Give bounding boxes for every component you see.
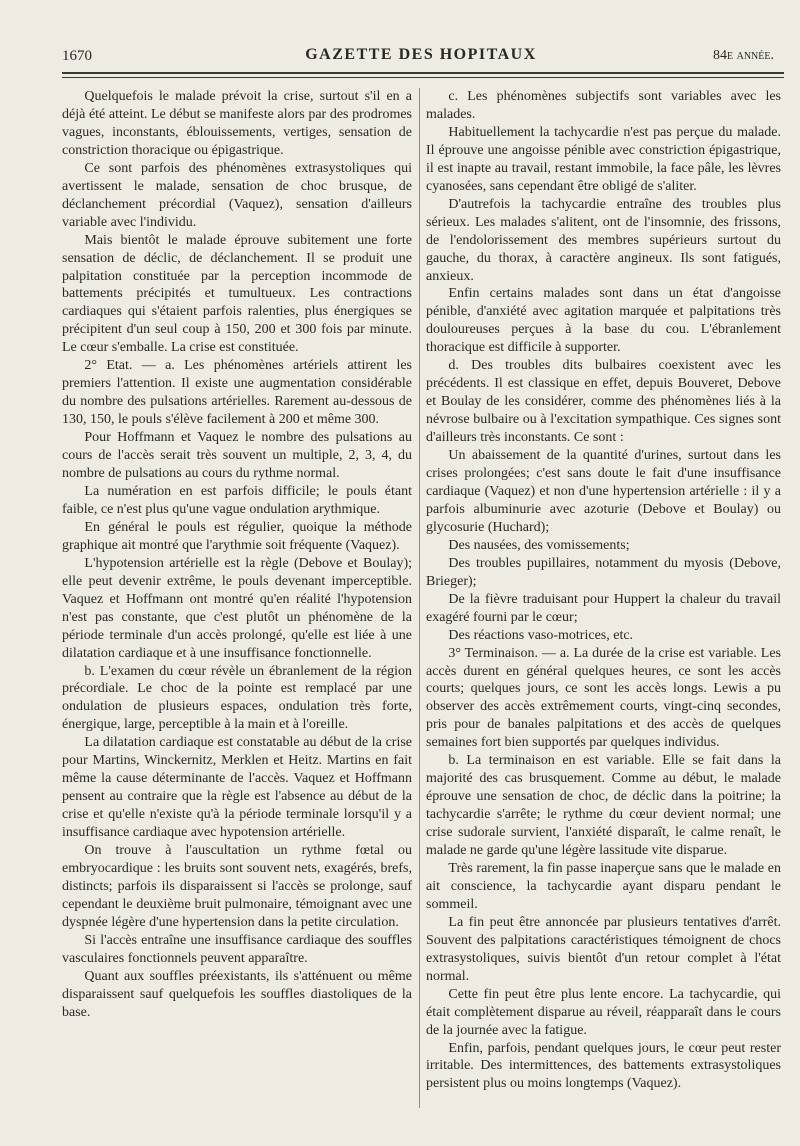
paragraph: Un abaissement de la quantité d'urines, surtout dans les crises prolongées; c'est sans doute le fait d'une insuffisance cardiaque (Vaquez) et non d'une hypertension artérielle : il y a parfois albuminurie avec azoturie (Debove et Boulay) ou glycosurie (Huchard); — [426, 448, 781, 535]
paragraph: c. Les phénomènes subjectifs sont variables avec les malades. — [426, 89, 781, 122]
paragraph: Enfin, parfois, pendant quelques jours, le cœur peut rester irritable. Des intermittences, des battements extrasystoliques persistent plus ou moins longtemps (Vaquez). — [426, 1040, 781, 1092]
paragraph: b. L'examen du cœur révèle un ébranlement de la région précordiale. Le choc de la pointe est remplacé par une ondulation de plusieurs espaces, ondulation très forte, énergique, large, perceptible à la main et à l'oreille. — [62, 663, 412, 733]
page-number: 1670 — [62, 48, 92, 64]
paragraph: La numération en est parfois difficile; le pouls étant faible, ce n'est plus qu'une vague ondulation arythmique. — [62, 483, 412, 517]
paragraph: Très rarement, la fin passe inaperçue sans que le malade en ait conscience, la tachycardie ayant disparu pendant le sommeil. — [426, 860, 781, 912]
paragraph: De la fièvre traduisant pour Huppert la chaleur du travail exagéré fourni par le cœur; — [426, 591, 781, 625]
paragraph: Mais bientôt le malade éprouve subitement une forte sensation de déclic, de déclanchement. Il se produit une palpitation constituée par la perception incommode de battements précipités et tumultueux. Les contractions cardiaques qui s'étaient parfois ralenties, plus énergiques se précipitent d'un seul coup à 150, 200 et 300 fois par minute. Le cœur s'emballe. La crise est constituée. — [62, 232, 412, 356]
paragraph: 2° Etat. — a. Les phénomènes artériels attirent les premiers l'attention. Il existe une augmentation considérable du nombre des pulsations artérielles. Rarement au-dessous de 130, 150, le pouls s'élève facilement à 200 et même 300. — [62, 358, 412, 428]
paragraph: L'hypotension artérielle est la règle (Debove et Boulay); elle peut devenir extrême, le pouls devenant imperceptible. Vaquez et Hoffmann ont montré qu'en réalité l'hypotension n'est pas constante, que c'est plutôt un phénomène de la période terminale d'un accès prolongé, qu'elle est liée à une dilatation cardiaque et à une insuffisance fonctionnelle. — [62, 555, 412, 661]
column-divider — [419, 88, 420, 1108]
paragraph: d. Des troubles dits bulbaires coexistent avec les précédents. Il est classique en effet, depuis Bouveret, Debove et Boulay de les considérer, comme des phénomènes liés à la névrose bulbaire ou à l'excitation sympathique. Ces signes sont d'ailleurs très inconstants. Ce sont : — [426, 358, 781, 446]
paragraph: D'autrefois la tachycardie entraîne des troubles plus sérieux. Les malades s'alitent, ont de l'insomnie, des frissons, de l'endolorissement des membres supérieurs surtout du gauche, du thorax, à caractère angineux. Ils sont fatigués, anxieux. — [426, 196, 781, 284]
paragraph: La fin peut être annoncée par plusieurs tentatives d'arrêt. Souvent des palpitations caractéristiques témoignent de chocs extrasystoliques, suivis bientôt d'un retour complet à l'état normal. — [426, 914, 781, 984]
paragraph: Enfin certains malades sont dans un état d'angoisse pénible, d'anxiété avec agitation marquée et palpitations très douloureuses perçues à la base du cou. L'ébranlement thoracique est difficile à supporter. — [426, 286, 781, 356]
paragraph: Cette fin peut être plus lente encore. La tachycardie, qui était complètement disparue au réveil, réapparaît dans le cours de la journée avec la fatigue. — [426, 986, 781, 1038]
year-label: 84e année. — [713, 48, 774, 63]
right-column — [426, 88, 781, 1093]
paragraph: Des réactions vaso-motrices, etc. — [448, 627, 634, 643]
paragraph: Des troubles pupillaires, notamment du myosis (Debove, Brieger); — [426, 555, 781, 589]
paragraph: Habituellement la tachycardie n'est pas perçue du malade. Il éprouve une angoisse pénible avec constriction épigastrique, il est inapte au travail, restant immobile, la face pâle, les lèvres cyanosées, sans cependant être obligé de s'aliter. — [426, 124, 781, 194]
paragraph: Quant aux souffles préexistants, ils s'atténuent ou même disparaissent sauf quelquefois les souffles diastoliques de la base. — [62, 968, 412, 1020]
journal-title: GAZETTE DES HOPITAUX — [305, 46, 537, 63]
running-header — [62, 46, 780, 70]
left-column — [62, 88, 412, 1022]
header-rule-thick — [62, 72, 784, 74]
paragraph: La dilatation cardiaque est constatable au début de la crise pour Martins, Winckernitz, Merklen et Heitz. Martins en fait même la cause déterminante de l'accès. Vaquez et Hoffmann pensent au contraire que la règle est l'absence au début de la crise et qu'elle n'existe qu'à la période terminale lorsqu'il y a insuffisance cardiaque avec hypotension artérielle. — [62, 735, 412, 841]
paragraph: En général le pouls est régulier, quoique la méthode graphique ait montré que l'arythmie soit fréquente (Vaquez). — [62, 519, 412, 553]
paragraph: Des nausées, des vomissements; — [448, 537, 630, 553]
paragraph: b. La terminaison en est variable. Elle se fait dans la majorité des cas brusquement. Comme au début, le malade éprouve une sensation de choc, de déclic dans la poitrine; la tachycardie s'arrête; le rythme du cœur devient normal; une crise sudorale survient, l'anxiété disparaît, le calme renaît, le malade ne garde qu'une légère lassitude vite disparue. — [426, 753, 781, 859]
header-rule-thin — [62, 77, 784, 78]
paragraph: Ce sont parfois des phénomènes extrasystoliques qui avertissent le malade, sensation de choc brusque, de déclanchement précordial (Vaquez), sensation d'ailleurs variable avec l'individu. — [62, 160, 412, 230]
paragraph: Quelquefois le malade prévoit la crise, surtout s'il en a déjà été atteint. Le début se manifeste alors par des prodromes vagues, inconstants, éblouissements, vertiges, sensation de constriction thoracique ou épigastrique. — [62, 89, 412, 158]
paragraph: 3° Terminaison. — a. La durée de la crise est variable. Les accès durent en général quelques heures, ce sont les accès courts; quelques jours, ce sont les accès longs. Lewis a pu observer des accès extrêmement courts, vingt-cinq secondes, pris pour de banales palpitations et des accès de quelques semaines fort bien supportés par quelques individus. — [426, 645, 781, 751]
paragraph: Si l'accès entraîne une insuffisance cardiaque des souffles vasculaires fonctionnels peuvent apparaître. — [62, 932, 412, 966]
paragraph: Pour Hoffmann et Vaquez le nombre des pulsations au cours de l'accès serait très souvent un multiple, 2, 3, 4, du nombre de pulsations au cours du rythme normal. — [62, 430, 412, 482]
paragraph: On trouve à l'auscultation un rythme fœtal ou embryocardique : les bruits sont souvent nets, exagérés, brefs, distincts; parfois ils disparaissent si l'accès se prolonge, sauf cependant le deuxième bruit pulmonaire, témoignant avec une dyspnée légère d'une hypertension dans la petite circulation. — [62, 843, 412, 930]
